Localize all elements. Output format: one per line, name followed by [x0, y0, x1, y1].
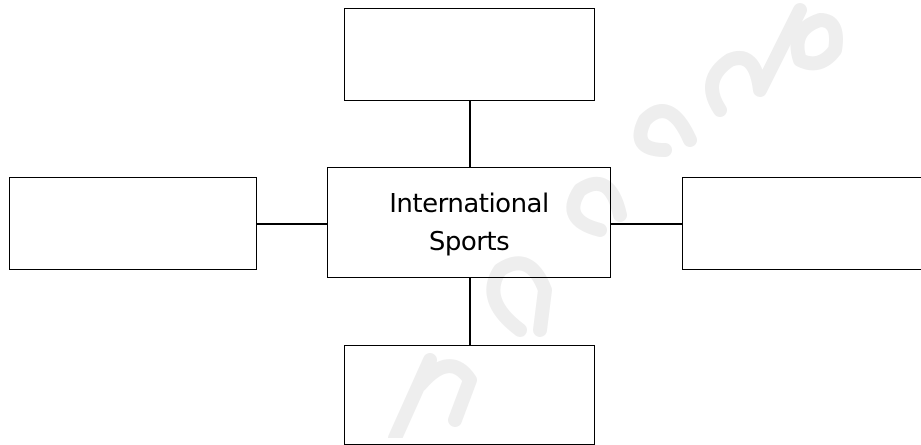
branch-box-right: [682, 177, 921, 270]
branch-box-bottom: [344, 345, 595, 445]
central-topic-box: [327, 167, 611, 278]
central-topic-line-2: Sports: [428, 226, 510, 257]
central-topic-label: [389, 185, 548, 261]
central-topic-line-1: International: [389, 188, 549, 219]
branch-box-top: [344, 8, 595, 101]
connector-bottom: [469, 278, 471, 345]
branch-box-left: [9, 177, 257, 270]
connector-right: [611, 223, 682, 225]
connector-top: [469, 101, 471, 167]
connector-left: [257, 223, 327, 225]
